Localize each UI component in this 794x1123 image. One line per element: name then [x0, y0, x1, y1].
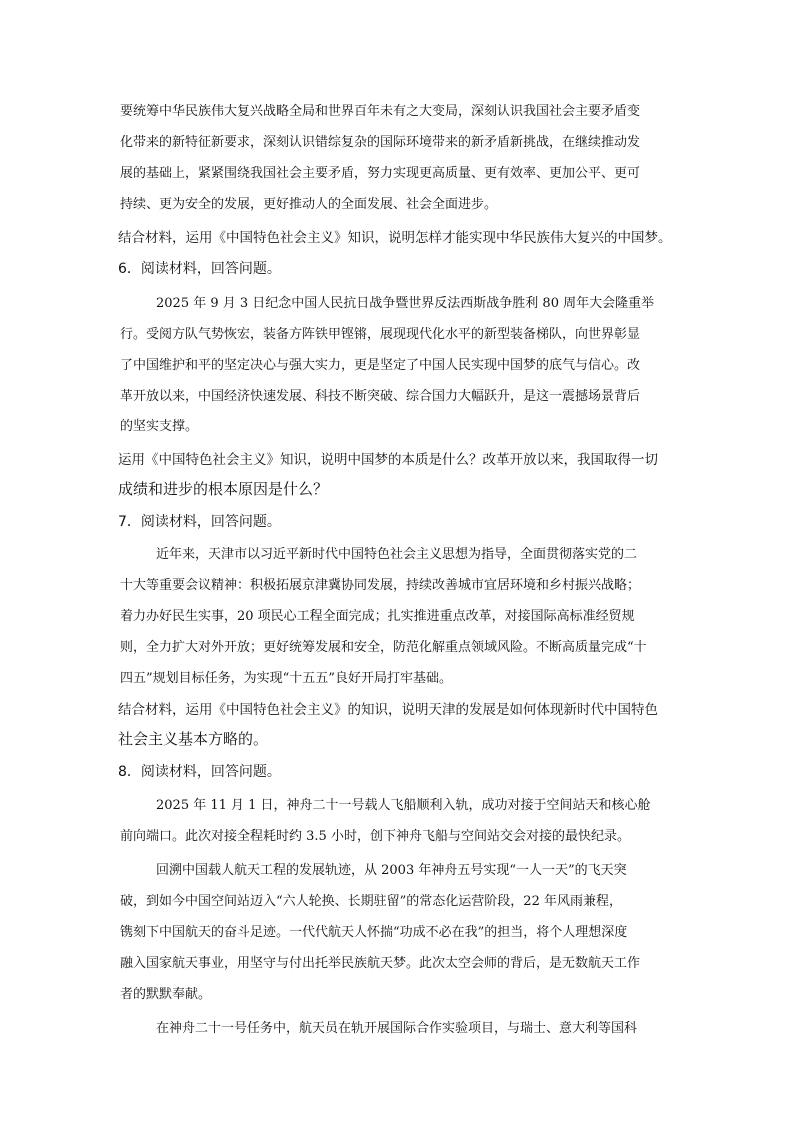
q8-material-line: 者的默默奉献。	[120, 987, 212, 1002]
q8-heading: 8．阅读材料，回答问题。	[118, 764, 281, 780]
q7-material-line: 十大等重要会议精神：积极拓展京津冀协同发展，持续改善城市宜居环境和乡村振兴战略；	[120, 578, 641, 593]
q6-question-line: 成绩和进步的根本原因是什么？	[118, 480, 329, 498]
q6-material-line: 革开放以来，中国经济快速发展、科技不断突破、综合国力大幅跃升，是这一震撼场景背后	[120, 389, 641, 404]
q5-material-line: 持续、更为安全的发展，更好推动人的全面发展、社会全面进步。	[120, 197, 498, 212]
q6-question-line: 运用《中国特色社会主义》知识，说明中国梦的本质是什么？改革开放以来，我国取得一切	[118, 452, 658, 468]
q6-material-line: 2025 年 9 月 3 日纪念中国人民抗日战争暨世界反法西斯战争胜利 80 周年大会隆重举	[156, 296, 655, 311]
q6-material-line: 行。受阅方队气势恢宏，装备方阵铁甲铿锵，展现现代化水平的新型装备梯队，向世界彰显	[120, 327, 641, 342]
q6-material-line: 的坚实支撑。	[120, 419, 199, 434]
q6-heading: 6．阅读材料，回答问题。	[118, 261, 281, 277]
q5-question: 结合材料，运用《中国特色社会主义》知识，说明怎样才能实现中华民族伟大复兴的中国梦。	[118, 230, 672, 246]
q7-material-line: 着力办好民生实事，20 项民心工程全面完成；扎实推进重点改革，对接国际高标准经贸规	[120, 609, 635, 624]
q8-material-line: 破，到如今中国空间站迈入“六人轮换、长期驻留”的常态化运营阶段，22 年风雨兼程，	[120, 894, 622, 909]
q7-material-line: 四五”规划目标任务，为实现“十五五”良好开局打牢基础。	[120, 671, 452, 686]
q8-material-line: 在神舟二十一号任务中，航天员在轨开展国际合作实验项目，与瑞士、意大利等国科	[156, 1021, 638, 1036]
q8-material-line: 回溯中国载人航天工程的发展轨迹，从 2003 年神舟五号实现“一人一天”的飞天突	[156, 863, 627, 878]
q5-material-line: 要统筹中华民族伟大复兴战略全局和世界百年未有之大变局，深刻认识我国社会主要矛盾变	[120, 104, 641, 119]
q5-material-line: 展的基础上，紧紧围绕我国社会主要矛盾，努力实现更高质量、更有效率、更加公平、更可	[120, 166, 641, 181]
q8-material-line: 前向端口。此次对接全程耗时约 3.5 小时，创下神舟飞船与空间站交会对接的最快纪录。	[120, 829, 630, 844]
q8-material-line: 镌刻下中国航天的奋斗足迹。一代代航天人怀揣“功成不必在我”的担当，将个人理想深度	[120, 925, 628, 940]
q8-material-line: 2025 年 11 月 1 日，神舟二十一号载人飞船顺利入轨，成功对接于空间站天和核心舱	[156, 798, 651, 813]
q7-question-line: 社会主义基本方略的。	[118, 730, 269, 748]
q8-material-line: 融入国家航天事业，用坚守与付出托举民族航天梦。此次太空会师的背后，是无数航天工作	[120, 956, 641, 971]
q7-question-line: 结合材料，运用《中国特色社会主义》的知识，说明天津的发展是如何体现新时代中国特色	[118, 702, 658, 718]
q7-material-line: 近年来，天津市以习近平新时代中国特色社会主义思想为指导，全面贯彻落实党的二	[156, 547, 638, 562]
q7-material-line: 则，全力扩大对外开放；更好统筹发展和安全，防范化解重点领域风险。不断高质量完成“十	[120, 640, 647, 655]
q7-heading: 7．阅读材料，回答问题。	[118, 514, 281, 530]
q5-material-line: 化带来的新特征新要求，深刻认识错综复杂的国际环境带来的新矛盾新挑战，在继续推动发	[120, 135, 641, 150]
q6-material-line: 了中国维护和平的坚定决心与强大实力，更是坚定了中国人民实现中国梦的底气与信心。改	[120, 358, 641, 373]
